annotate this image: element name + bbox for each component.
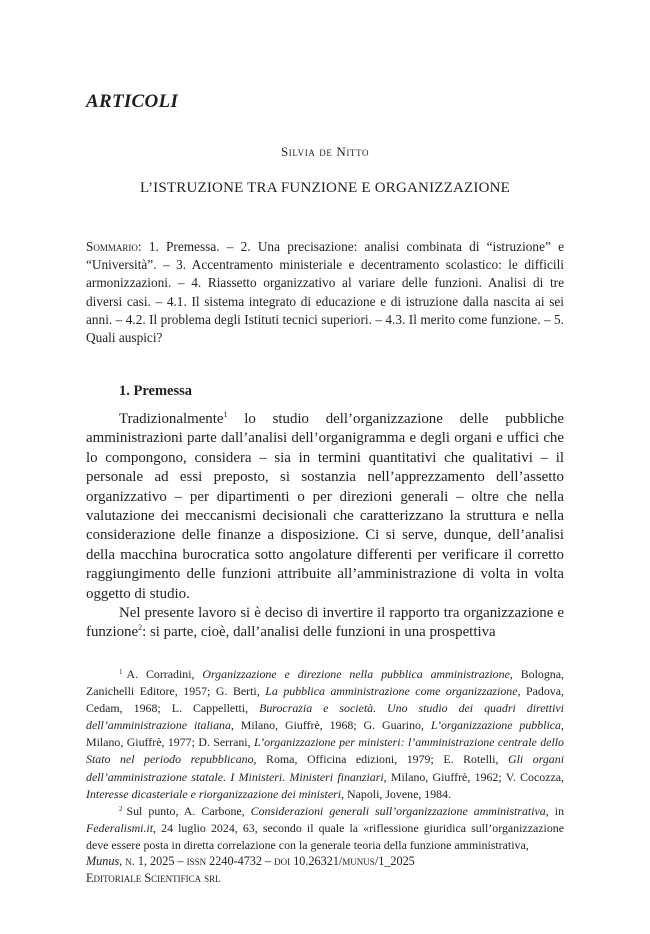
paragraph-text: : si parte, cioè, dall’analisi delle funzioni in una prospettiva — [142, 624, 496, 641]
colophon — [86, 853, 415, 887]
footnote-text: , Milano, Giuffrè, 1968; G. Guarino, — [230, 718, 431, 733]
summary-label: Sommario — [86, 239, 138, 254]
footnote-text: , Bologna, Zanichelli Editore, 1957; G. Berti, — [86, 667, 564, 699]
footnote-text: , Padova, Cedam, 1968; L. Cappelletti, — [86, 684, 564, 716]
citation-line — [86, 853, 415, 870]
footnote-text: , 24 luglio 2024, 63, secondo il quale la «riflessione giuridica sull’organizzazione deve essere posta in diretta correlazione con la generale teoria della funzione amministrativa, — [86, 820, 564, 852]
footnote-text: Organizzazione e direzione nella pubblica amministrazione — [202, 667, 510, 681]
paragraph-lead: Tradizionalmente — [119, 411, 224, 427]
paragraph-lead: Nel presente lavoro si è deciso di invertire il rapporto tra organizzazione e funzione — [86, 605, 564, 641]
journal-name: Munus — [86, 854, 120, 868]
footnote-text: L’organizzazione pubblica — [430, 718, 561, 733]
section-heading: 1. Premessa — [119, 383, 193, 399]
section-label: ARTICOLI — [86, 91, 179, 112]
footnote-text: A. Corradini, — [126, 667, 203, 681]
article-summary — [86, 238, 564, 347]
footnote-number: 1 — [119, 668, 123, 676]
footnote-text: Interesse dicasteriale e riorganizzazione dei ministeri — [86, 786, 342, 801]
paragraph-text: lo studio dell’organizzazione delle pubbliche amministrazioni parte dall’analisi dell’organigramma e degli organi e uffici che lo compongono, considera – sia in termini quantitativi che qualitativi – il personale ad essi preposto, si sostanzia nell’apprezzamento dell’assetto organizzativo – per dipartimenti o per direzioni generali – oltre che nella valutazione dei meccanismi decisionali che caratterizzano la struttura e nella considerazione delle finanze a disposizione. Ci si serve, dunque, dell’analisi della macchina burocratica sotto angolature differenti per verificare il corretto raggiungimento delle funzioni attribuite all’amministrazione di volta in volta oggetto di studio. — [86, 411, 564, 602]
article-author: Silvia de Nitto — [280, 144, 370, 159]
footnote-text: Burocrazia e società. Uno studio dei quadri direttivi dell’amministrazione italiana — [86, 701, 564, 733]
footnote-text: , Napoli, Jovene, 1984. — [341, 786, 452, 801]
publisher-name: Editoriale Scientifica srl — [86, 870, 221, 885]
citation-details: , n. 1, 2025 – issn 2240-4732 – doi 10.26321/munus/1_2025 — [119, 854, 415, 868]
footnote-text: L’organizzazione per ministeri: l’amministrazione centrale dello Stato nel periodo repubblicano — [86, 735, 564, 767]
footnote-1 — [86, 666, 564, 803]
summary-text: : 1. Premessa. – 2. Una precisazione: analisi combinata di “istruzione” e “Università”. – 3. Accentramento ministeriale e decentramento scolastico: le difficili armonizzazioni. – 4. Riassetto organizzativo al variare delle funzioni. Analisi di tre diversi casi. – 4.1. Il sistema integrato di educazione e di istruzione dalla nascita ai sei anni. – 4.2. Il problema degli Istituti tecnici superiori. – 4.3. Il merito come funzione. – 5. Quali auspici? — [86, 239, 564, 346]
footnote-text: Sul punto, A. Carbone, — [126, 803, 251, 818]
footnote-text: Considerazioni generali sull’organizzazione amministrativa — [250, 803, 546, 818]
footnote-text: , Milano, Giuffrè, 1962; V. Cocozza, — [383, 769, 564, 784]
footnote-2 — [86, 803, 564, 854]
body-paragraph — [86, 604, 564, 643]
footnote-text: La pubblica amministrazione come organizzazione — [265, 684, 518, 699]
footnotes — [86, 666, 564, 854]
footnote-reference: 2 — [138, 623, 143, 633]
footnote-reference: 1 — [223, 410, 228, 419]
footnote-text: , Roma, Officina edizioni, 1979; E. Rotelli, — [253, 752, 508, 767]
footnote-number: 2 — [119, 804, 123, 813]
body-paragraph — [86, 410, 564, 604]
footnote-text: Federalismi.it — [86, 820, 154, 835]
article-title: L’ISTRUZIONE TRA FUNZIONE E ORGANIZZAZIONE — [139, 180, 511, 196]
body-text — [86, 410, 564, 643]
footnote-text: , Milano, Giuffrè, 1977; D. Serrani, — [86, 718, 564, 750]
footnote-text: Gli organi dell’amministrazione statale. I Ministeri. Ministeri finanziari — [86, 752, 565, 784]
footnote-text: , in — [545, 803, 565, 818]
